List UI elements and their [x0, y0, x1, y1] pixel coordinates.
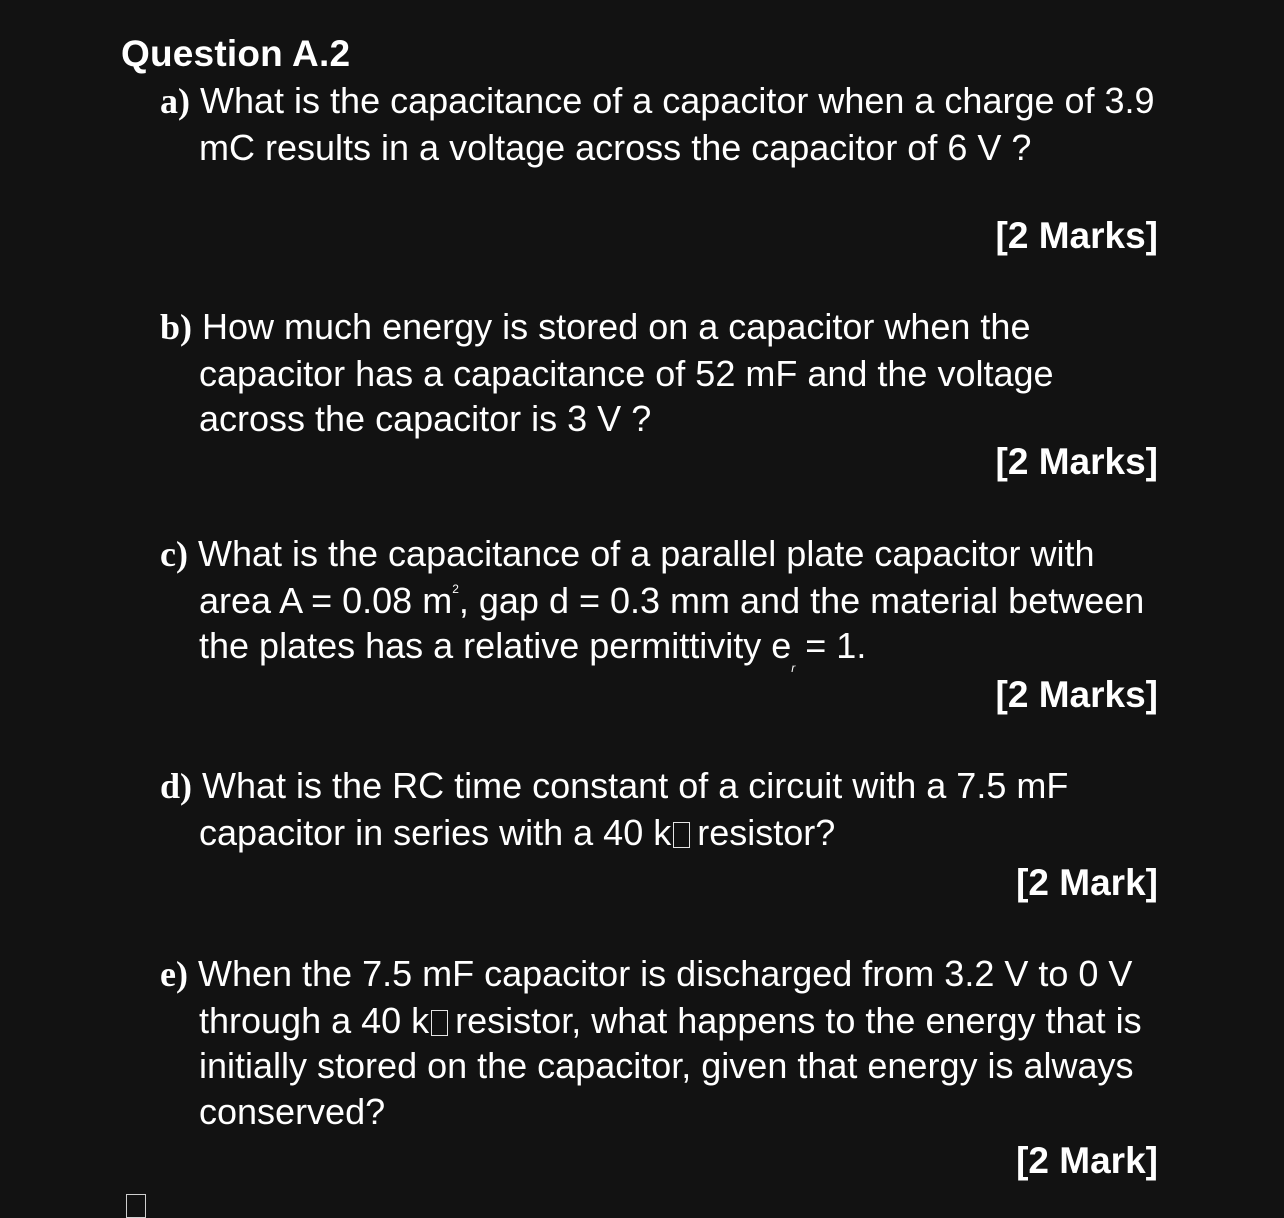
part-d-body-2: resistor? [697, 811, 836, 853]
part-c-letter: c) [160, 534, 188, 574]
part-d [160, 763, 1160, 855]
part-d-text [160, 763, 1160, 855]
part-e-body-2: resistor, what happens to the energy that is initially stored on the capacitor, given that energy is always conserved? [199, 999, 1142, 1132]
part-c-subscript: r [791, 661, 796, 675]
part-a-body: What is the capacitance of a capacitor when a charge of 3.9 mC results in a voltage across the capacitor of 6 V ? [199, 80, 1155, 168]
part-e-marks: [2 Mark] [1016, 1140, 1158, 1181]
part-c-text [160, 531, 1160, 675]
part-d-marks: [2 Mark] [1016, 862, 1158, 903]
missing-glyph-box-icon [673, 822, 690, 848]
part-b-body: How much energy is stored on a capacitor when the capacitor has a capacitance of 52 mF and the voltage across the capacitor is 3 V ? [199, 306, 1054, 439]
part-e-text [160, 951, 1160, 1134]
part-a [160, 78, 1160, 170]
part-e-body-1: When the 7.5 mF capacitor is discharged from 3.2 V to 0 V through a 40 k [197, 953, 1133, 1041]
part-a-text [160, 78, 1160, 170]
part-e [160, 951, 1160, 1134]
question-title: Question A.2 [121, 33, 351, 74]
part-d-body-1: What is the RC time constant of a circuit with a 7.5 mF capacitor in series with a 40 k [199, 765, 1069, 853]
part-c-superscript: 2 [452, 581, 459, 596]
part-c-marks: [2 Marks] [995, 674, 1158, 715]
part-b-letter: b) [160, 307, 193, 347]
part-a-letter: a) [160, 81, 190, 121]
missing-glyph-box-icon [126, 1194, 146, 1218]
part-e-letter: e) [160, 954, 188, 994]
part-b-text [160, 304, 1160, 442]
part-b-marks: [2 Marks] [995, 441, 1158, 482]
part-c-body-1: What is the capacitance of a parallel plate capacitor with area A = 0.08 m [197, 533, 1095, 621]
part-c-body-3: = 1. [795, 625, 867, 666]
missing-glyph-box-icon [431, 1010, 448, 1036]
part-c-body-2: , gap d = 0.3 mm and the material between the plates has a relative permittivity e [199, 579, 1145, 666]
part-b [160, 304, 1160, 442]
part-a-marks: [2 Marks] [995, 215, 1158, 256]
part-d-letter: d) [160, 766, 193, 806]
part-c [160, 531, 1160, 675]
